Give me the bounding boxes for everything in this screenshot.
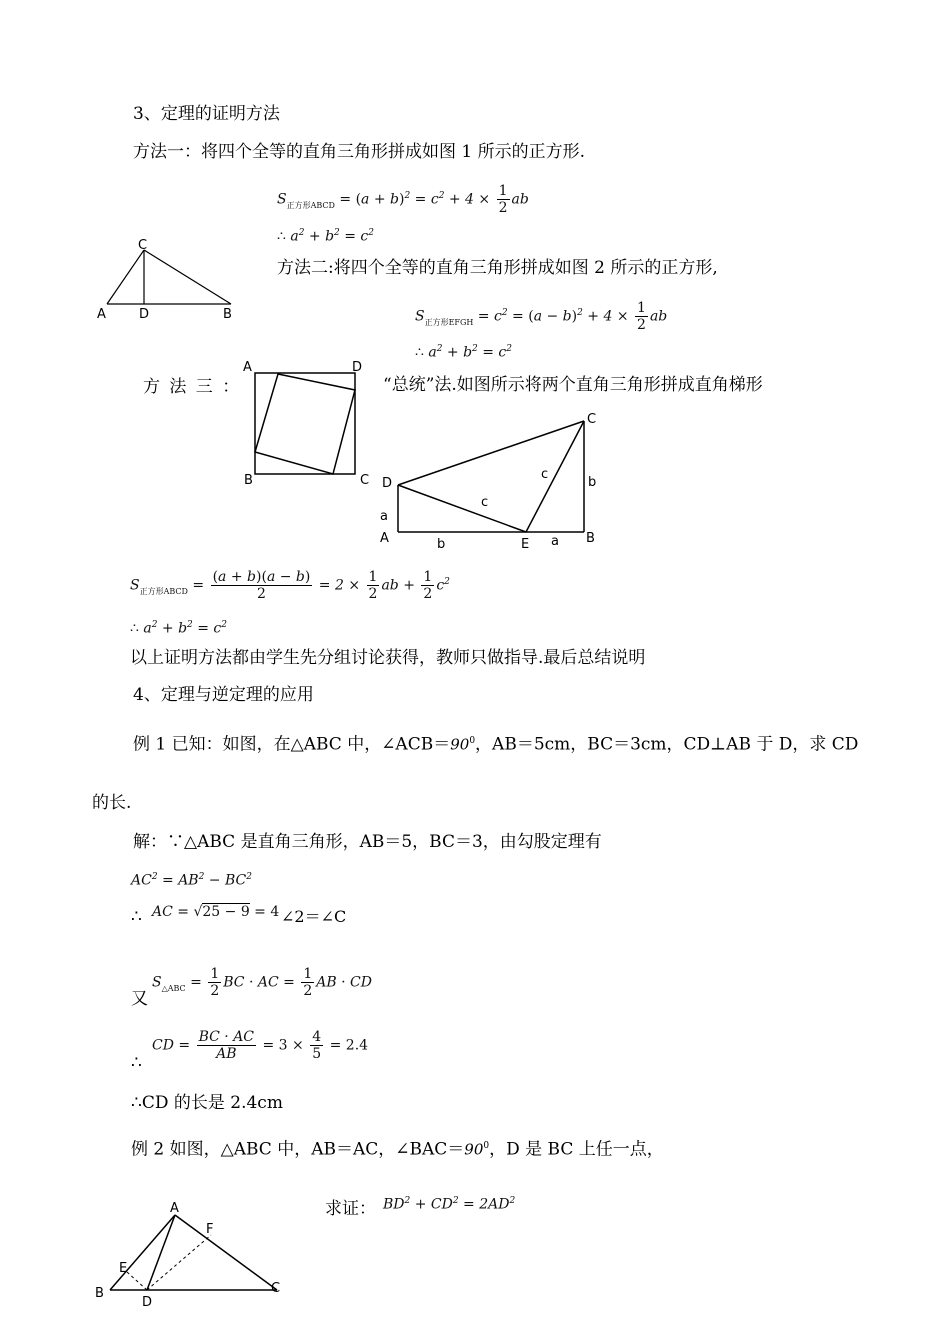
- figure-right-triangle-altitude: [95, 240, 255, 320]
- label-d: D: [382, 476, 393, 491]
- label-a: A: [170, 1201, 179, 1216]
- label-f: F: [206, 1222, 214, 1237]
- formula-conclusion-2: ∴ $a^2 + b^2 = c^2$: [415, 344, 512, 361]
- example-2-line: 例 2 如图，△ABC 中，AB＝AC，$\angle BAC=90^0$，D 是 BC 上任一点，: [131, 1139, 664, 1160]
- formula-cd-value: CD = $\frac{BC \cdot AC}{AB}$ = 3 × $\frac{4}{5}$ = 2.4: [152, 1029, 369, 1062]
- you-char: 又: [131, 989, 148, 1009]
- formula-area-trapezoid: $S_{正方形ABCD}$ = $\frac{(a + b)(a - b)}{2}$ = 2 × $\frac{1}{2}$ ab + $\frac{1}{2}$ $c^2$: [130, 569, 450, 602]
- therefore-symbol-1: ∴: [131, 907, 142, 927]
- figure-isosceles-right-triangle: [90, 1200, 290, 1315]
- formula-triangle-area: $S_{\triangle ABC}$ = $\frac{1}{2}$ BC · AC = $\frac{1}{2}$ AB · CD: [152, 966, 372, 999]
- method-3-label: 方 法 三 ：: [143, 377, 242, 397]
- label-b: B: [586, 531, 595, 546]
- label-side-b: b: [588, 475, 597, 490]
- label-b: B: [244, 473, 253, 488]
- therefore-symbol-2: ∴: [131, 1053, 142, 1073]
- formula-ac-value: AC = √25 − 9 = 4: [152, 904, 280, 920]
- label-a: A: [380, 531, 389, 546]
- label-e: E: [521, 537, 530, 552]
- formula-area-abcd: $S_{正方形ABCD} = (a + b)^2 = c^2 + 4$ × $\frac{1}{2}$ ab: [277, 183, 529, 216]
- formula-conclusion-1: ∴ $a^2 + b^2 = c^2$: [277, 228, 374, 245]
- label-d: D: [139, 307, 150, 322]
- angle-equality: ∠2＝∠C: [281, 907, 347, 926]
- example-1-line-2: 的长.: [92, 793, 132, 813]
- label-c: C: [271, 1281, 281, 1296]
- label-a: A: [97, 307, 106, 322]
- label-side-a: a: [380, 509, 388, 524]
- formula-prove: $BD^2 + CD^2 = 2AD^2$: [383, 1196, 516, 1213]
- example-1-line-1: 例 1 已知：如图，在△ABC 中，$\angle ACB=90^0$，AB＝5cm，BC＝3cm，CD⊥AB 于 D，求 CD: [133, 734, 859, 755]
- formula-area-efgh: $S_{正方形EFGH} = c^2 = (a - b)^2 + 4$ × $\frac{1}{2}$ ab: [415, 300, 668, 333]
- formula-ac-squared: $AC^2 = AB^2 - BC^2$: [131, 872, 252, 889]
- label-e: E: [119, 1261, 128, 1276]
- figure-right-trapezoid: [375, 405, 615, 550]
- label-c: C: [360, 473, 370, 488]
- label-bottom-b: b: [437, 537, 446, 552]
- label-d: D: [352, 360, 363, 375]
- section-3-title: 3、定理的证明方法: [133, 104, 280, 124]
- label-c: C: [138, 238, 148, 253]
- label-d: D: [142, 1295, 153, 1310]
- label-right-c: c: [541, 467, 549, 482]
- summary-text: 以上证明方法都由学生先分组讨论获得，教师只做指导.最后总结说明: [130, 648, 646, 668]
- figure-square-inner-square: [240, 358, 380, 488]
- method-1-text: 方法一：将四个全等的直角三角形拼成如图 1 所示的正方形.: [133, 142, 586, 162]
- label-bottom-a: a: [551, 534, 559, 549]
- label-b: B: [223, 307, 232, 322]
- method-2-text: 方法二:将四个全等的直角三角形拼成如图 2 所示的正方形,: [277, 258, 718, 278]
- cd-result: ∴CD 的长是 2.4cm: [131, 1093, 283, 1113]
- label-c: C: [587, 412, 597, 427]
- label-a: A: [243, 360, 252, 375]
- formula-conclusion-3: ∴ $a^2 + b^2 = c^2$: [130, 620, 227, 637]
- label-b: B: [95, 1286, 104, 1301]
- label-mid-c: c: [481, 495, 489, 510]
- section-4-title: 4、定理与逆定理的应用: [133, 685, 314, 705]
- prove-label: 求证：: [325, 1199, 376, 1219]
- method-3-text: “总统”法.如图所示将两个直角三角形拼成直角梯形: [383, 375, 763, 395]
- solution-line: 解：∵△ABC 是直角三角形，AB＝5，BC＝3，由勾股定理有: [133, 832, 602, 852]
